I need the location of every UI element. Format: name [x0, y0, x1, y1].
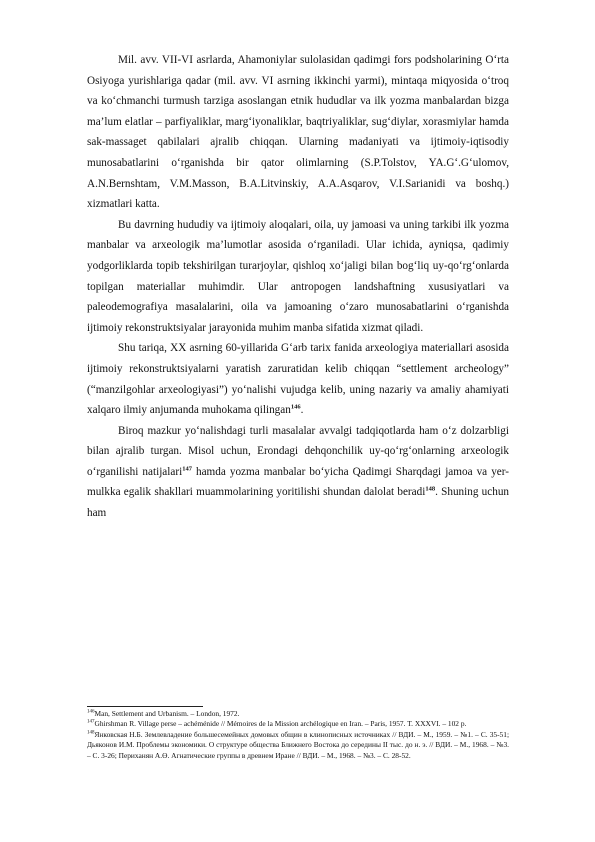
- paragraph-text: Biroq mazkur yo‘nalishdagi turli masalalar avvalgi tadqiqotlarda ham o‘z dolzarbligi bilan ajralib turgan. Misol uchun, Erondagi dehqonchilik uy-qo‘rg‘onlarning arxeologik o‘rganilishi natijalari: [87, 424, 509, 478]
- footnote: [87, 730, 509, 761]
- paragraph-text: . Shuning uchun ham: [87, 486, 510, 520]
- footnote-number: 147: [87, 719, 95, 725]
- paragraph-text: hamda yozma manbalar bo‘yicha Qadimgi Sharqdagi jamoa va yer-mulkka egalik shakllari muammolarining yoritilishi shundan dalolat beradi: [87, 465, 509, 499]
- footnote-text: Ghirshman R. Village perse – achéménide // Mémoires de la Mission archélogique en Iran. – Paris, 1957. T. XXXVI. – 102 p.: [94, 719, 467, 729]
- paragraph: [87, 50, 509, 215]
- paragraph-text: .: [300, 404, 304, 417]
- footnotes-section: [87, 709, 509, 761]
- footnote-reference[interactable]: 148: [425, 485, 436, 493]
- paragraph: [87, 215, 509, 339]
- footnote-number: 148: [87, 730, 95, 736]
- paragraph-text: Bu davrning hududiy va ijtimoiy aloqalari, oila, uy jamoasi va uning tarkibi ilk yozma manbalar va arxeologik ma’lumotlar asosida o‘rganiladi. Ular ichida, ayniqsa, qadimiy yodgorliklarda topib tekshirilgan turarjoylar, qishloq xo‘jaligi bilan bog‘liq uy-qo‘rg‘onlarda topilgan materiallar muhimdir. Ular antropogen landshaftning xususiyatlari va paleodemografiya masalalarini, oila va jamoaning o‘zaro munosabatlarini o‘rganishda ijtimoiy rekonstruktsiyalar jarayonida muhim manba sifatida xizmat qiladi.: [87, 218, 509, 334]
- footnote: [87, 719, 509, 729]
- paragraph-text: Shu tariqa, XX asrning 60-yillarida G‘arb tarix fanida arxeologiya materiallari asosida ijtimoiy rekonstruktsiyalarni yaratish zaruratidan kelib chiqqan “settlement archeology” (“manzilgohlar arxeologiyasi”) yo‘nalishi vujudga kelib, uning nazariy va amaliy ahamiyati xalqaro ilmiy anjumanda muhokama qilingan: [87, 342, 509, 417]
- footnote-text: Man, Settlement and Urbanism. – London, 1972.: [94, 709, 240, 718]
- footnote-text: Янковская Н.Б. Землевладение большесемейных домовых общин в клинописных источниках // ВДИ. – М., 1959. – №1. – С. 35-51; Дьяконов И.М. Проблемы экономики. О структуре общества Ближнего Востока до середины II тыс. до н. э. // ВДИ. – М., 1968. – №3. – С. 3-26; Периханян А.Ө. Агнатические группы в древнем Иране // ВДИ. – М., 1968. – №3. – С. 28-52.: [87, 729, 509, 760]
- footnote: [87, 709, 509, 719]
- paragraph-text: Mil. avv. VII-VI asrlarda, Ahamoniylar sulolasidan qadimgi fors podsholarining O‘rta Osiyoga yurishlariga qadar (mil. avv. VI asrning ikkinchi yarmi), mintaqa miqyosida o‘troq va ko‘chmanchi turmush tarziga asoslangan etnik hududlar va ilk yozma manbalardan bizga ma’lum elatlar – parfiyaliklar, marg‘iyonaliklar, baqtriyaliklar, sug‘diylar, xorasmiylar hamda sak-massaget qabilalari ajralib chiqqan. Ularning madaniyati va ijtimoiy-iqtisodiy munosabatlarini o‘rganishda bir qator olimlarning (S.P.Tolstov, YA.G‘.G‘ulomov, A.N.Bernshtam, V.M.Masson, B.A.Litvinskiy, A.A.Asqarov, V.I.Sarianidi va boshq.) xizmatlari katta.: [87, 54, 509, 211]
- footnote-reference[interactable]: 146: [290, 403, 301, 411]
- footnote-separator: [87, 706, 203, 707]
- paragraph: [87, 338, 509, 420]
- footnote-reference[interactable]: 147: [182, 465, 192, 473]
- paragraph: [87, 421, 509, 524]
- main-text: [87, 50, 509, 524]
- footnote-number: 146: [87, 709, 95, 715]
